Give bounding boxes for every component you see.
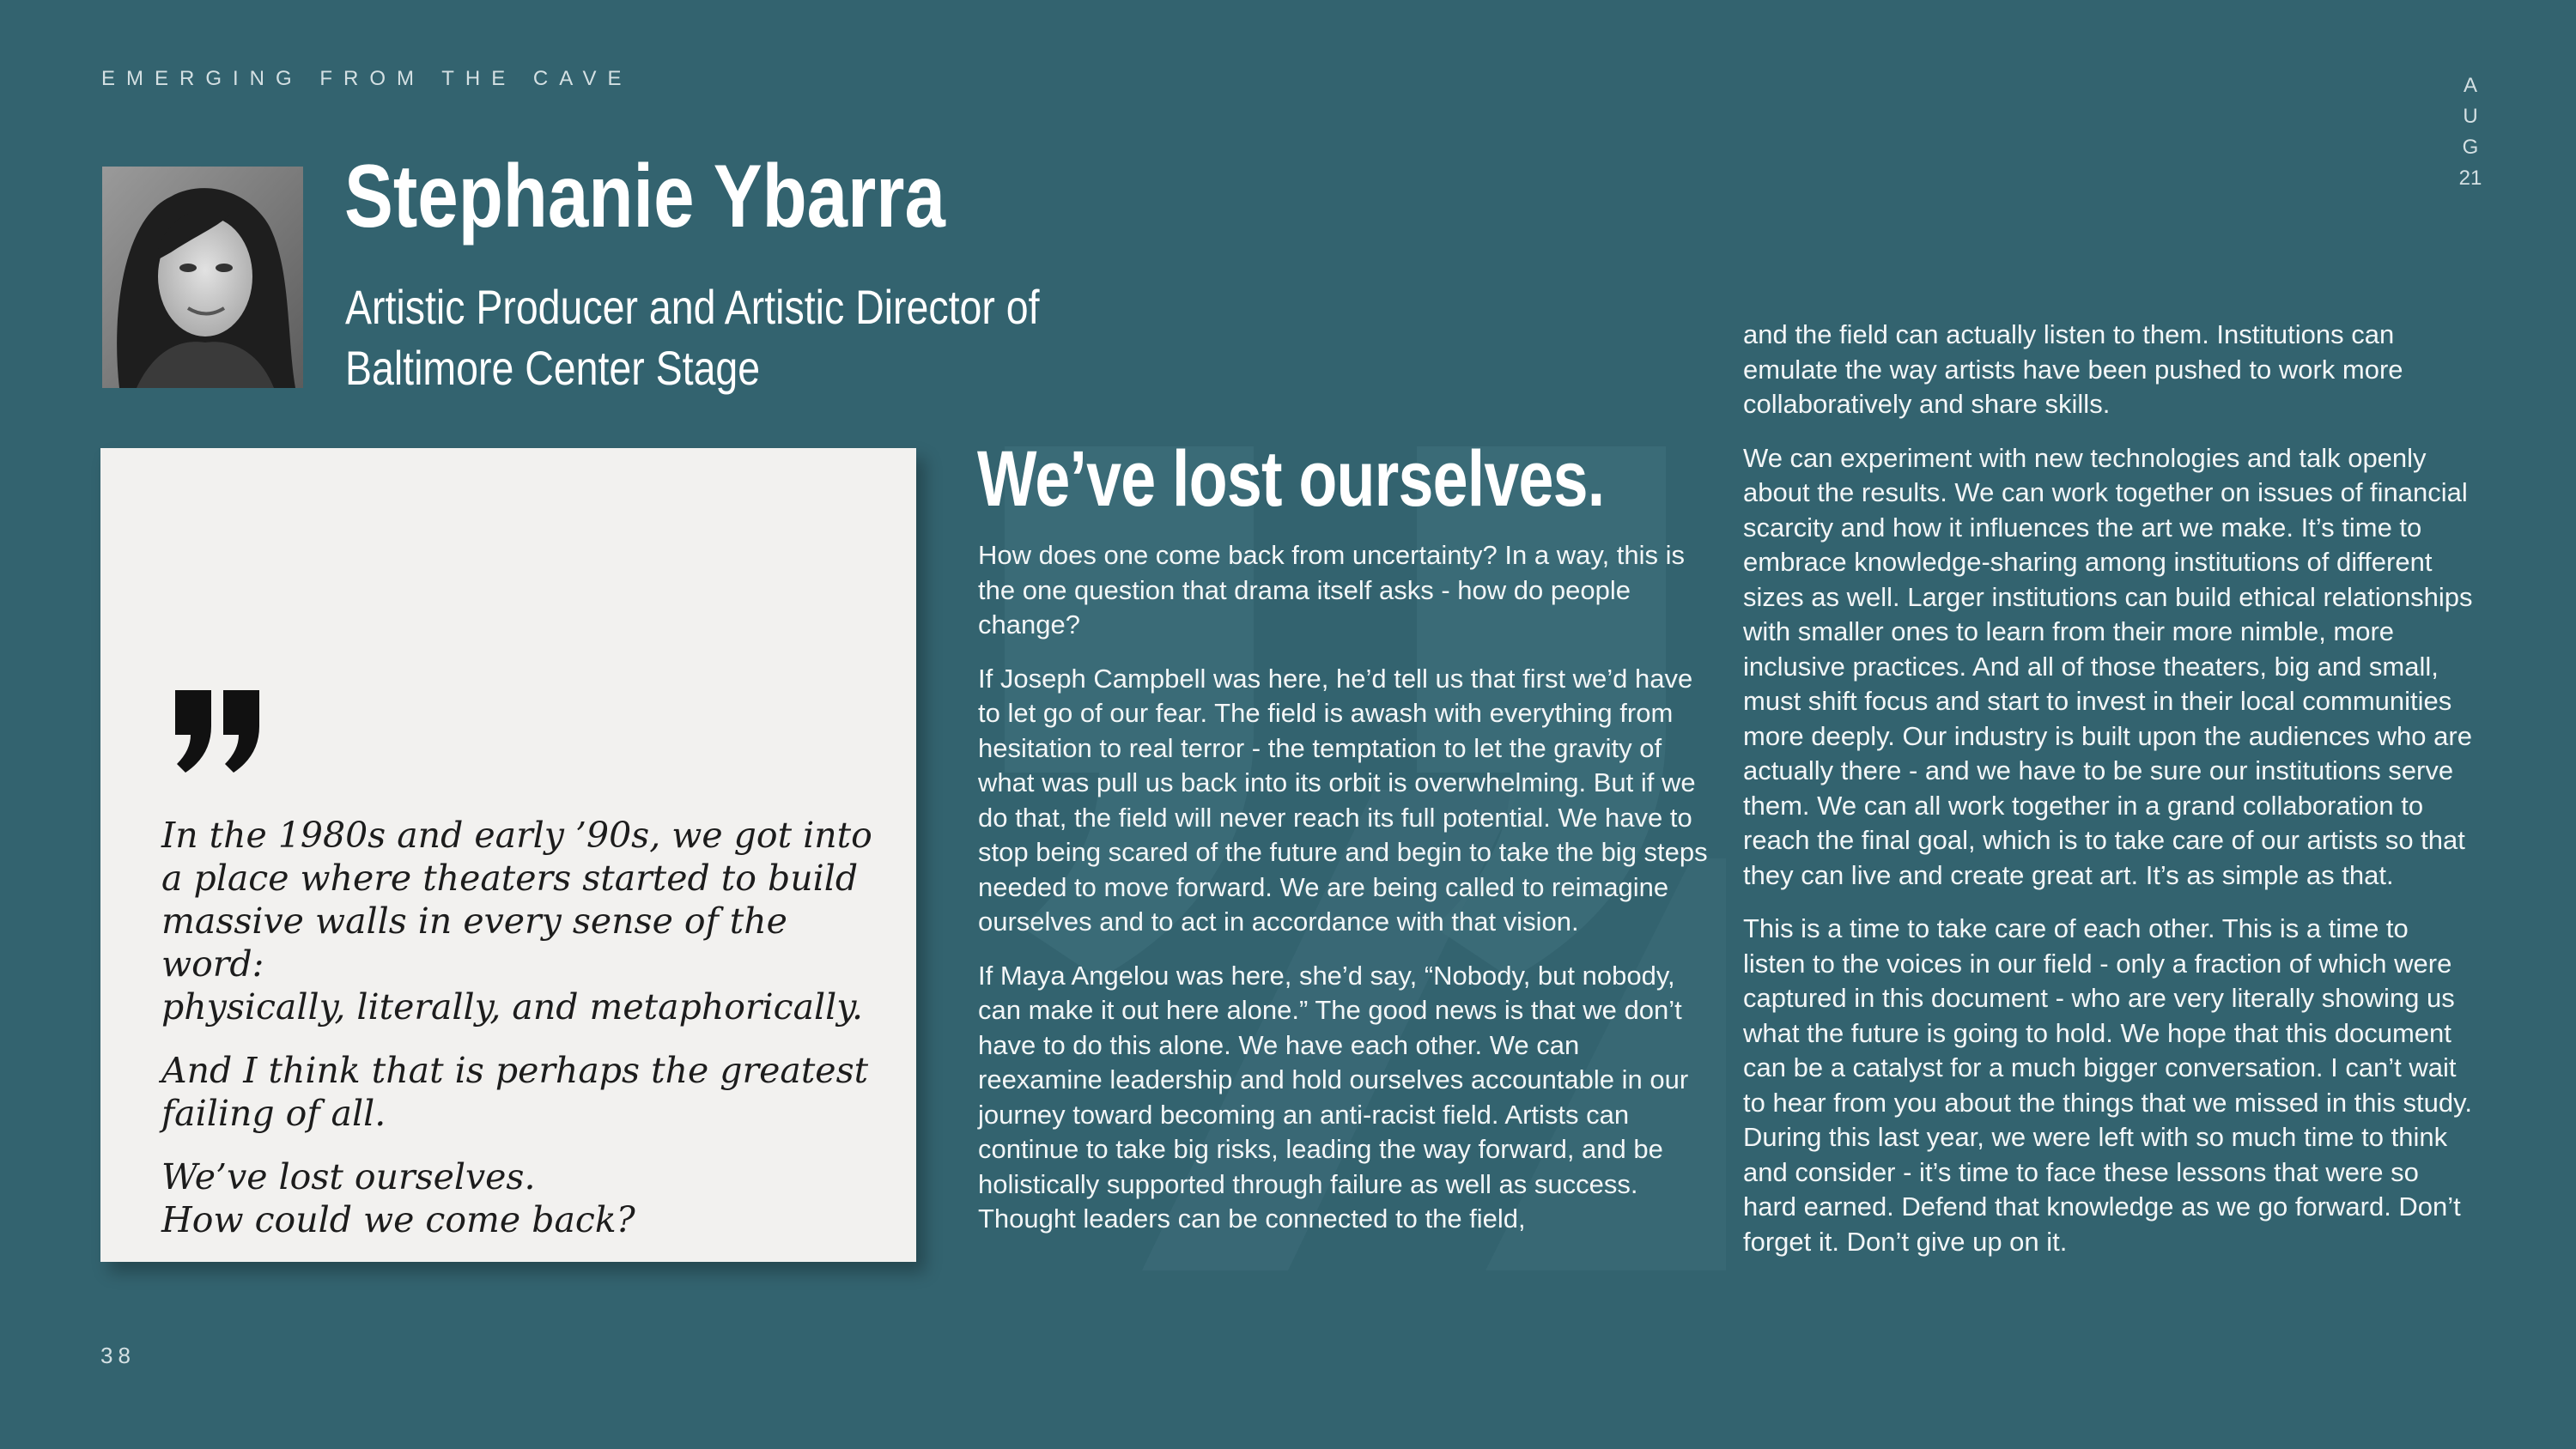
article-paragraph: and the field can actually listen to them. Institutions can emulate the way artists have been pushed to work more collaboratively and share skills. [1743,319,2403,419]
article-paragraph: This is a time to take care of each other. This is a time to listen to the voices in our field - only a fraction of which were captured in this document - who are very literally showing us what the future is going to hold. We hope that this document can be a catalyst for a much bigger conversation. I can’t wait to hear from you about the things that we missed in this study. During this last year, we were left with so much time to think and consider - it’s time to face these lessons that were so hard earned. Defend that knowledge as we go forward. Don’t forget it. Don’t give up on it. [1743,913,2472,1257]
profile-role-line: Artistic Producer and Artistic Director of [345,280,1040,334]
issue-date-text: AUG 21 [2458,74,2482,190]
section-kicker: EMERGING FROM THE CAVE [101,67,633,90]
page-number: 38 [100,1343,136,1368]
article-paragraph: We can experiment with new technologies and talk openly about the results. We can work together on issues of financial scarcity and how it influences the art we make. It’s time to embrace knowledge-sharing among institutions of different sizes as well. Larger institutions can build ethical relationships with smaller ones to learn from their more nimble, more inclusive practices. And all of those theaters, big and small, must shift focus and start to invest in their local communities more deeply. Our industry is built upon the audiences who are actually there - and we have to be sure our institutions serve them. We can all work together in a grand collaboration to reach the final goal, which is to take care of our artists so that they can live and create great art. It’s as simple as that. [1743,442,2473,890]
article-paragraph: How does one come back from uncertainty? In a way, this is the one question that drama itself asks - how do people change? [978,540,1686,640]
pull-quote-paragraph: We’ve lost ourselves. How could we come back? [161,1156,635,1240]
article-column-middle [978,538,1708,1256]
profile-role [345,276,1040,398]
portrait-photo [102,167,303,388]
article-paragraph: If Joseph Campbell was here, he’d tell us that first we’d have to let go of our fear. The field is awash with everything from hesitation to real terror - the temptation to let the gravity of what was pull us back into its orbit is overwhelming. But if we do that, the field will never reach its full potential. We have to stop being scared of the future and begin to take the big steps needed to move forward. We are being called to reimagine ourselves and to act in accordance with that vision. [978,663,1708,937]
issue-date [2458,70,2483,194]
portrait-illustration [102,167,303,388]
article-paragraph: If Maya Angelou was here, she’d say, “Nobody, but nobody, can make it out here alone.” The good news is that we don’t have to do this alone. We have each other. We can reexamine leadership and hold ourselves accountable in our journey toward becoming an anti-racist field. Artists can continue to take big risks, leading the way forward, and be holistically supported through failure as well as success. Thought leaders can be connected to the field, [978,960,1689,1234]
pull-quote-paragraph: In the 1980s and early ’90s, we got into a place where theaters started to build massive walls in every sense of the word: physically, literally, and metaphorically. [161,815,872,1028]
pull-quote-text [161,814,900,1262]
article-column-right [1743,318,2473,1278]
profile-name: Stephanie Ybarra [344,147,945,246]
article-headline: We’ve lost ourselves. [977,435,1605,523]
pull-quote-card [100,448,916,1262]
pull-quote-paragraph: And I think that is perhaps the greatest failing of all. [161,1050,869,1134]
profile-role-line: Baltimore Center Stage [345,341,761,395]
quote-icon [172,690,263,773]
